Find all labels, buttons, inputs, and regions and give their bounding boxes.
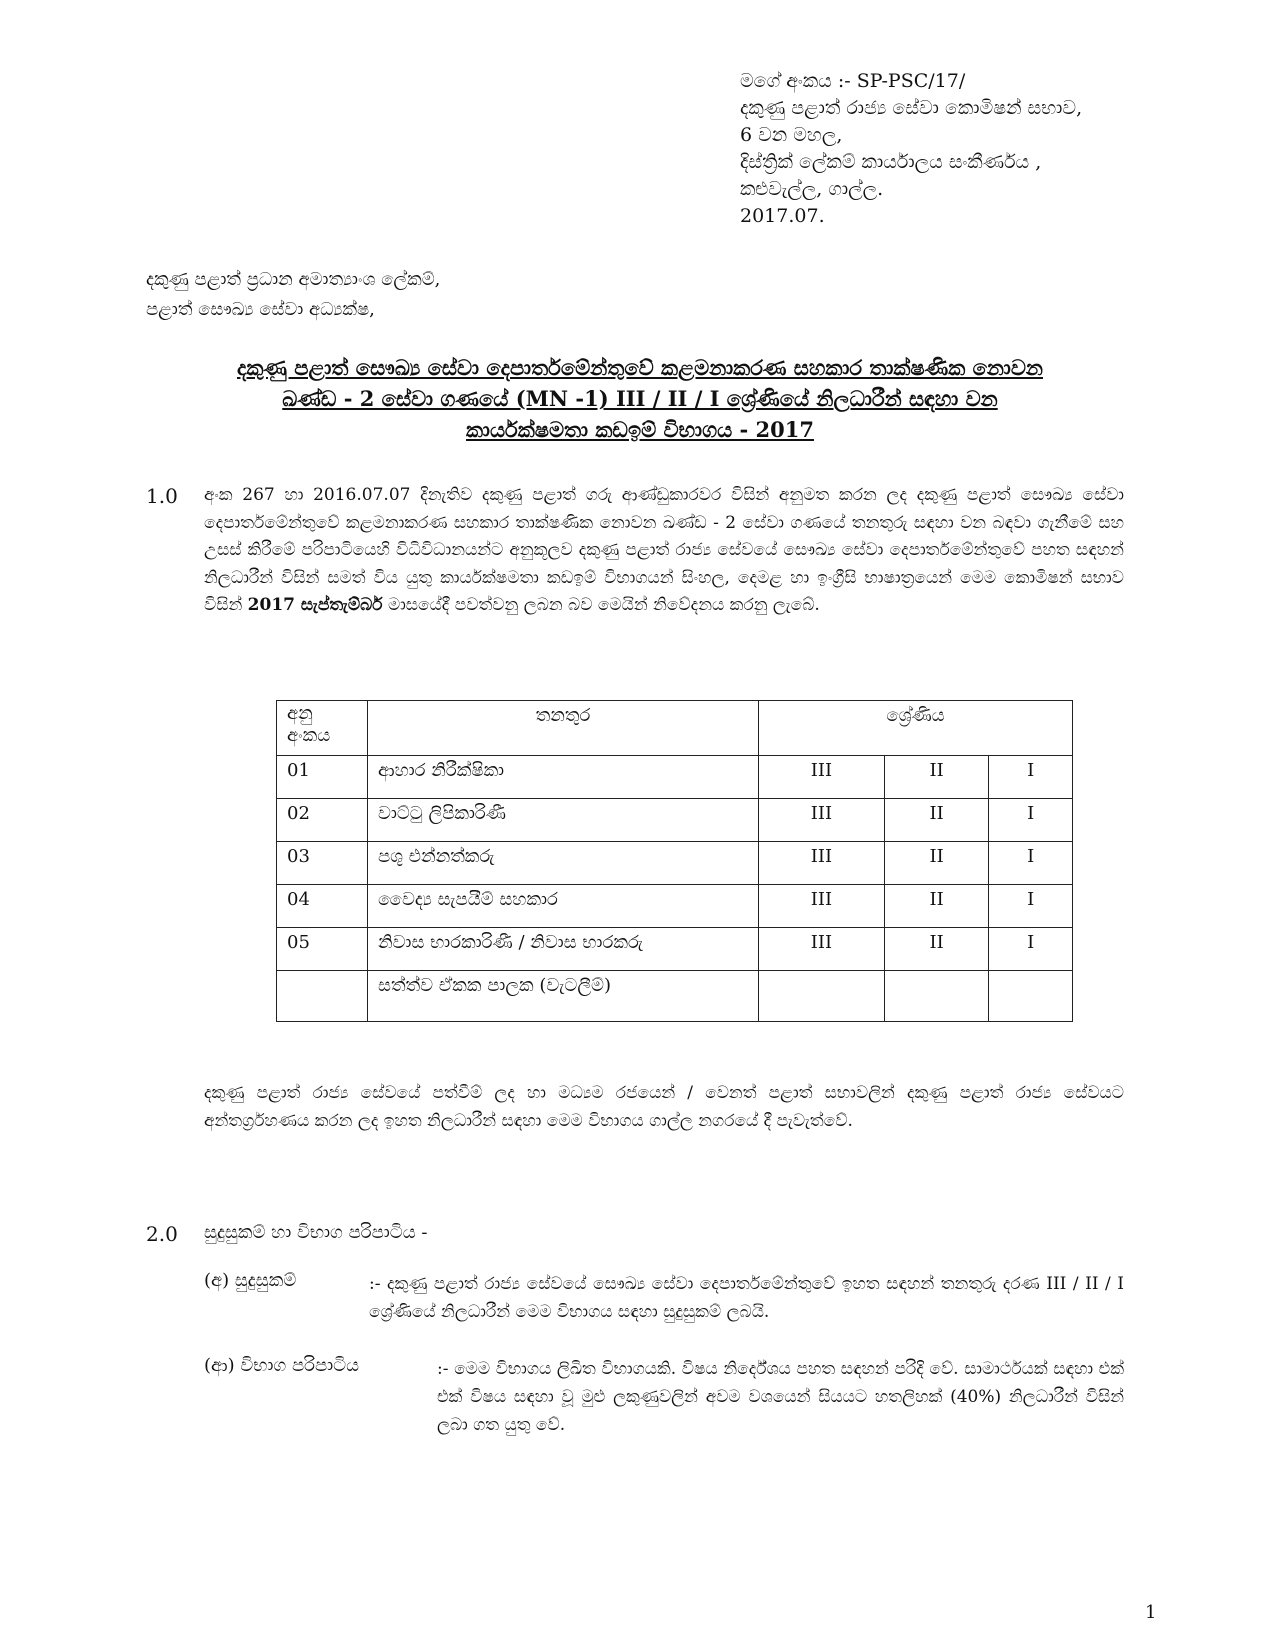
grade-iii: III: [759, 799, 885, 842]
row-number: 04: [277, 885, 368, 928]
grade-iii: III: [759, 756, 885, 799]
address-line: දකුණු පළාත් රාජ්‍ය සේවා කොමිෂන් සභාව,: [740, 97, 1083, 119]
row-number: 01: [277, 756, 368, 799]
reference-number: මගේ අංකය :- SP-PSC/17/: [740, 70, 966, 92]
header-serial: [277, 701, 368, 756]
address-line: කළුවැල්ල, ගාල්ල.: [740, 178, 884, 200]
row-number: 03: [277, 842, 368, 885]
section-1-text: අංක 267 හා 2016.07.07 දිනැතිව දකුණු පළාත් ගරු ආණ්ඩුකාරවර විසින් අනුමත කරන ලද දකුණු පළාත් සෞඛ්‍ය සේවා දෙපාර්තමේන්තුවේ කළමනාකරණ සහකාර තාක්ෂණික නොවන ඛණ්ඩ - 2 සේවා ගණයේ තනතුරු සඳහා වන බඳවා ගැනීමේ සහ උසස් කිරීමේ පරිපාටියෙහි විධිවිධානයන්ට අනුකූලව දකුණු පළාත් රාජ්‍ය සේවයේ සෞඛ්‍ය සේවා දෙපාර්තමේන්තුවේ පහත සඳහන් නිලධාරීන් විසින් සමත් විය යුතු කාර්යක්ෂමතා කඩඉම් විභාගයන් සිංහල, දෙමළ හා ඉංග්‍රීසි භාෂාත්‍රයෙන් මෙම කොමිෂන් සභාව විසින්: [204, 485, 1124, 615]
grade-iii: [759, 971, 885, 1022]
grade-iii: III: [759, 885, 885, 928]
grade-i: [989, 971, 1073, 1022]
grade-i: I: [989, 842, 1073, 885]
table-row: [277, 756, 1073, 799]
row-number: 02: [277, 799, 368, 842]
section-1-number: 1.0: [146, 484, 178, 508]
header-serial-line1: අනු: [287, 703, 313, 724]
header-post: තනතුර: [368, 701, 759, 756]
table-row: [277, 928, 1073, 971]
post-name: වෛද්‍ය සැපයීම් සහකාර: [368, 885, 759, 928]
post-name: පශු එන්නත්කරු: [368, 842, 759, 885]
row-number: 05: [277, 928, 368, 971]
post-name: නිවාස භාරකාරිණී / නිවාස භාරකරු: [368, 928, 759, 971]
grade-i: I: [989, 885, 1073, 928]
sender-address-block: [740, 68, 1082, 230]
grade-iii: III: [759, 842, 885, 885]
grade-i: I: [989, 799, 1073, 842]
addressee-line: පළාත් සෞඛ්‍ය සේවා අධ්‍යක්ෂ,: [146, 299, 375, 320]
grade-ii: [884, 971, 989, 1022]
exam-procedure-text: :- මෙම විභාගය ලිඛිත විභාගයකි. විෂය නිර්දේශය පහත සඳහන් පරිදි වේ. සාමාර්ථයක් සඳහා එක් එක් විෂය සඳහා වූ මුළු ලකුණුවලින් අවම වශයෙන් සියයට හතලිහක් (40%) නිලධාරීන් විසින් ලබා ගත යුතු වේ.: [437, 1359, 1124, 1435]
row-number: [277, 971, 368, 1022]
table-row: [277, 842, 1073, 885]
header-serial-line2: අංකය: [287, 725, 331, 746]
grade-ii: II: [884, 799, 989, 842]
addressee-block: [146, 265, 440, 325]
section-1-paragraph: [204, 482, 1124, 620]
grade-i: I: [989, 928, 1073, 971]
section-1-text-end: මාසයේදී පවත්වනු ලබන බව මෙයින් නිවේදනය කරනු ලැබේ.: [387, 595, 820, 615]
address-line: දිස්ත්‍රික් ලේකම් කාර්යාලය සංකීර්ණය ,: [740, 151, 1042, 173]
post-name: ආහාර නිරීක්ෂිකා: [368, 756, 759, 799]
posts-table: [276, 700, 1073, 1022]
section-2-number: 2.0: [146, 1222, 178, 1246]
page-number: 1: [1145, 1602, 1157, 1623]
address-line: 6 වන මහල,: [740, 124, 843, 146]
exam-month-bold: 2017 සැප්තැම්බර්: [247, 595, 383, 615]
subject-heading: [140, 352, 1140, 445]
exam-procedure-label: (ආ) විභාග පරිපාටිය: [204, 1355, 360, 1376]
post-name: වාට්ටු ලිපිකාරිණී: [368, 799, 759, 842]
grade-ii: II: [884, 928, 989, 971]
subject-line: ඛණ්ඩ - 2 සේවා ගණයේ (MN -1) III / II / I ශ්‍රේණියේ නිලධාරීන් සඳහා වන: [282, 386, 998, 411]
table-row: [277, 799, 1073, 842]
section-2-title: සුදුසුකම් හා විභාග පරිපාටිය -: [204, 1222, 428, 1243]
table-header-row: [277, 701, 1073, 756]
grade-ii: II: [884, 842, 989, 885]
grade-iii: III: [759, 928, 885, 971]
grade-ii: II: [884, 756, 989, 799]
exam-location-paragraph: දකුණු පළාත් රාජ්‍ය සේවයේ පත්වීම් ලද හා මධ්‍යම රජයෙන් / වෙනත් පළාත් සභාවලින් දකුණු පළාත් රාජ්‍ය සේවයට අන්තර්ග්‍රහණය කරන ලද ඉහත නිලධාරීන් සඳහා මෙම විභාගය ගාල්ල නගරයේ දී පැවැත්වේ.: [204, 1083, 1124, 1131]
post-name: සත්ත්ව ඒකක පාලක (වැටලීම්): [368, 971, 759, 1022]
table-row: [277, 971, 1073, 1022]
table-row: [277, 885, 1073, 928]
grade-i: I: [989, 756, 1073, 799]
grade-ii: II: [884, 885, 989, 928]
subject-line: කාර්යක්ෂමතා කඩඉම් විභාගය - 2017: [466, 417, 814, 442]
qualification-text: :- දකුණු පළාත් රාජ්‍ය සේවයේ සෞඛ්‍ය සේවා දෙපාර්තමේන්තුවේ ඉහත සඳහන් තනතුරු දරණ III / II / I ශ්‍රේණියේ නිලධාරීන් මෙම විභාගය සඳහා සුදුසුකම් ලබයි.: [369, 1274, 1124, 1322]
letter-date: 2017.07.: [740, 205, 825, 227]
header-grade: ශ්‍රේණිය: [759, 701, 1073, 756]
addressee-line: දකුණු පළාත් ප්‍රධාන අමාත්‍යාංශ ලේකම්,: [146, 269, 441, 290]
qualification-label: (අ) සුදුසුකම්: [204, 1270, 297, 1291]
subject-line: දකුණු පළාත් සෞඛ්‍ය සේවා දෙපාර්තමේන්තුවේ කළමනාකරණ සහකාර තාක්ෂණික නොවන: [237, 355, 1043, 380]
